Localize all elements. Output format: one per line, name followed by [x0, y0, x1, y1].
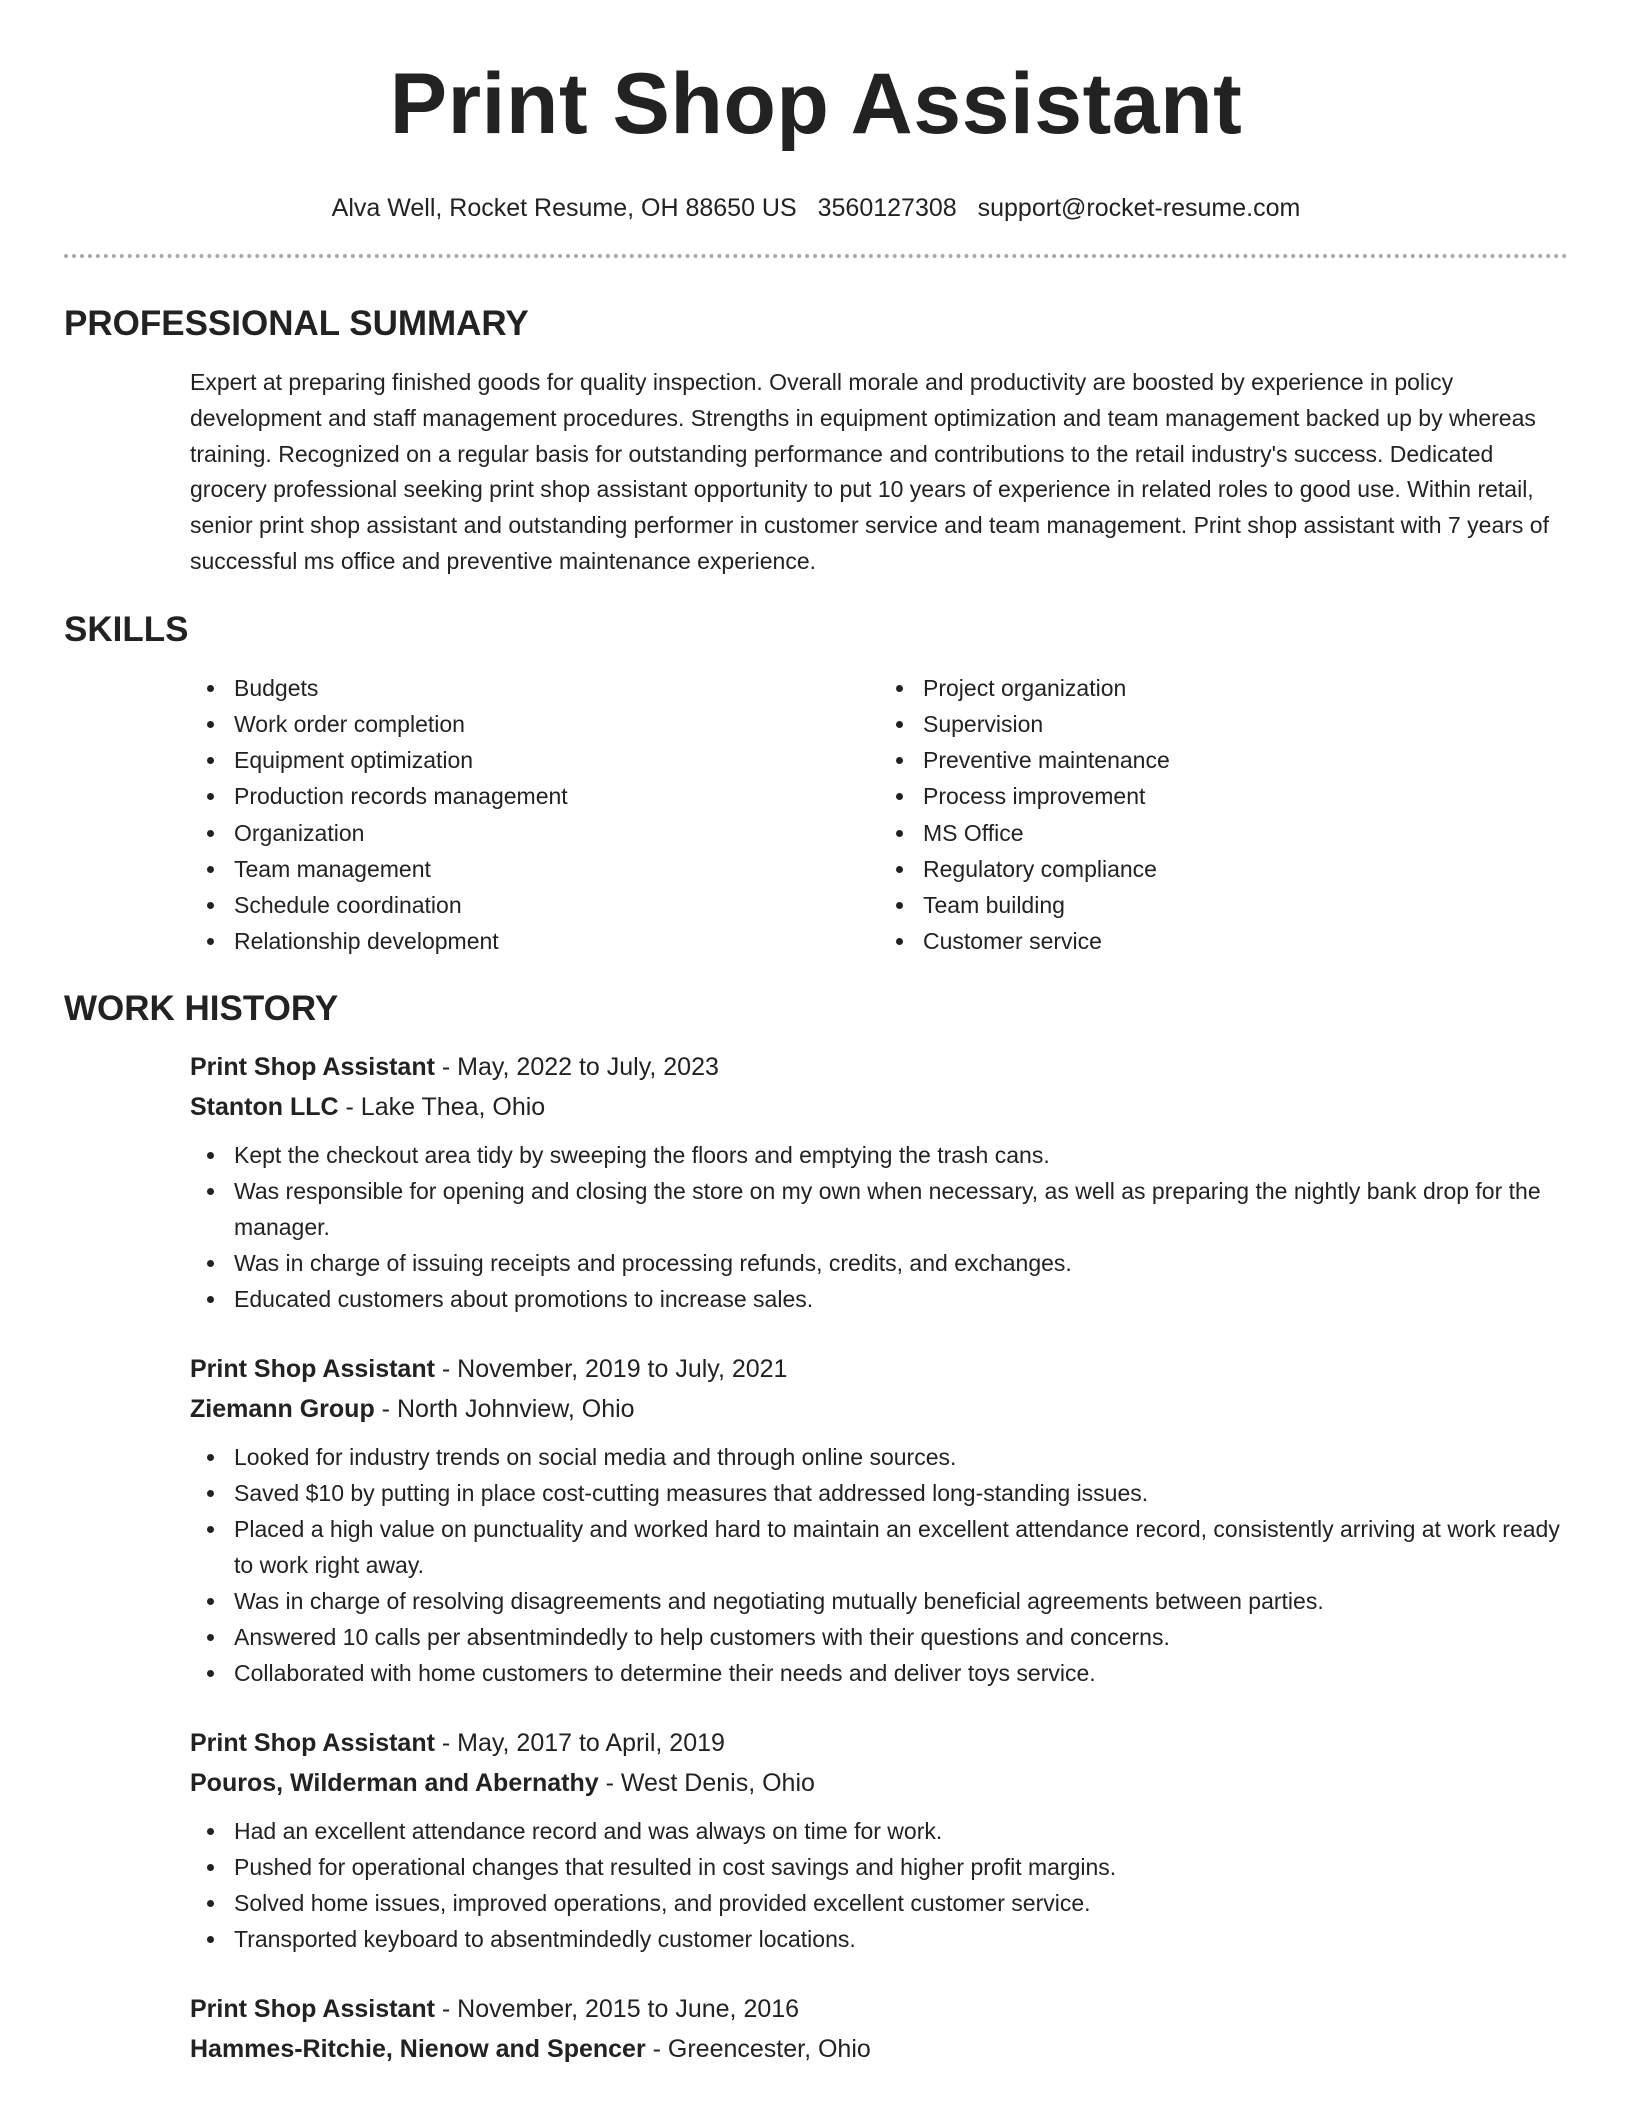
header-divider: [64, 254, 1568, 258]
job-role: Print Shop Assistant: [190, 1995, 435, 2024]
job-title-line: [190, 1723, 1568, 1763]
skills-list: [190, 670, 1568, 960]
skills-column-right: [879, 670, 1568, 960]
job-bullet: Looked for industry trends on social media and through online sources.: [234, 1439, 1568, 1475]
job-bullet: Was in charge of issuing receipts and processing refunds, credits, and exchanges.: [234, 1245, 1568, 1281]
job-location: - Lake Thea, Ohio: [338, 1093, 546, 1122]
contact-address: Alva Well, Rocket Resume, OH 88650 US: [331, 194, 797, 222]
skill-item: Work order completion: [234, 706, 879, 742]
job-bullet: Educated customers about promotions to increase sales.: [234, 1281, 1568, 1317]
job-bullet: Solved home issues, improved operations, and provided excellent customer service.: [234, 1885, 1568, 1921]
job-dates: - November, 2015 to June, 2016: [434, 1995, 800, 2024]
contact-phone: 3560127308: [817, 194, 957, 222]
job-bullet: Placed a high value on punctuality and worked hard to maintain an excellent attendance record, consistently arriving at work ready to work right away.: [234, 1511, 1568, 1583]
skill-item: Schedule coordination: [234, 887, 879, 923]
skill-item: Customer service: [923, 923, 1568, 959]
contact-email: support@rocket-resume.com: [977, 194, 1301, 222]
skills-column-left: [190, 670, 879, 960]
job-company-line: [190, 1763, 1568, 1803]
job-location: - West Denis, Ohio: [598, 1769, 815, 1798]
skill-item: Project organization: [923, 670, 1568, 706]
skill-item: Relationship development: [234, 923, 879, 959]
skill-item: Team building: [923, 887, 1568, 923]
job-title-line: [190, 1047, 1568, 1087]
job-title-line: [190, 1989, 1568, 2029]
resume-title: Print Shop Assistant: [389, 56, 1243, 152]
summary-heading: PROFESSIONAL SUMMARY: [64, 304, 529, 343]
job-role: Print Shop Assistant: [190, 1053, 435, 1082]
skill-item: Equipment optimization: [234, 742, 879, 778]
job-role: Print Shop Assistant: [190, 1355, 435, 1384]
job-location: - North Johnview, Ohio: [374, 1395, 635, 1424]
job-bullet: Pushed for operational changes that resulted in cost savings and higher profit margins.: [234, 1849, 1568, 1885]
summary-text: Expert at preparing finished goods for quality inspection. Overall morale and productivity are boosted by experience in policy development and staff management procedures. Strengths in equipment optimization and team management backed up by whereas training. Recognized on a regular basis for outstanding performance and contributions to the retail industry's success. Dedicated grocery professional seeking print shop assistant opportunity to put 10 years of experience in related roles to good use. Within retail, senior print shop assistant and outstanding performer in customer service and team management. Print shop assistant with 7 years of successful ms office and preventive maintenance experience.: [190, 369, 1549, 574]
job-company-line: [190, 1389, 1568, 1429]
job-bullets: [190, 1813, 1568, 1957]
job-company: Hammes-Ritchie, Nienow and Spencer: [190, 2035, 646, 2064]
job-bullets: [190, 1439, 1568, 1691]
contact-line: [64, 192, 1568, 224]
job-dates: - November, 2019 to July, 2021: [434, 1355, 788, 1384]
job-dates: - May, 2022 to July, 2023: [434, 1053, 719, 1082]
skill-item: Team management: [234, 851, 879, 887]
job-entry: [190, 1723, 1568, 1957]
job-entry: [190, 1989, 1568, 2069]
skill-item: Production records management: [234, 778, 879, 814]
job-entry: [190, 1047, 1568, 1317]
job-company: Stanton LLC: [190, 1093, 339, 1122]
work-history-heading: WORK HISTORY: [64, 989, 339, 1029]
job-bullet: Saved $10 by putting in place cost-cutting measures that addressed long-standing issues.: [234, 1475, 1568, 1511]
skill-item: Organization: [234, 815, 879, 851]
skills-heading: SKILLS: [64, 609, 189, 649]
job-company-line: [190, 2029, 1568, 2069]
skill-item: Preventive maintenance: [923, 742, 1568, 778]
job-role: Print Shop Assistant: [190, 1729, 435, 1758]
job-bullet: Kept the checkout area tidy by sweeping the floors and emptying the trash cans.: [234, 1137, 1568, 1173]
job-company-line: [190, 1087, 1568, 1127]
job-bullet: Collaborated with home customers to determine their needs and deliver toys service.: [234, 1655, 1568, 1691]
skill-item: Regulatory compliance: [923, 851, 1568, 887]
job-bullets: [190, 1137, 1568, 1317]
job-bullet: Had an excellent attendance record and was always on time for work.: [234, 1813, 1568, 1849]
skill-item: Budgets: [234, 670, 879, 706]
job-company: Ziemann Group: [190, 1395, 375, 1424]
job-bullet: Was in charge of resolving disagreements and negotiating mutually beneficial agreements between parties.: [234, 1583, 1568, 1619]
skill-item: MS Office: [923, 815, 1568, 851]
job-title-line: [190, 1349, 1568, 1389]
job-bullet: Was responsible for opening and closing the store on my own when necessary, as well as preparing the nightly bank drop for the manager.: [234, 1173, 1568, 1245]
job-dates: - May, 2017 to April, 2019: [434, 1729, 725, 1758]
skill-item: Process improvement: [923, 778, 1568, 814]
skill-item: Supervision: [923, 706, 1568, 742]
job-bullet: Transported keyboard to absentmindedly customer locations.: [234, 1921, 1568, 1957]
job-entry: [190, 1349, 1568, 1691]
job-location: - Greencester, Ohio: [645, 2035, 871, 2064]
job-bullet: Answered 10 calls per absentmindedly to help customers with their questions and concerns.: [234, 1619, 1568, 1655]
job-company: Pouros, Wilderman and Abernathy: [190, 1769, 599, 1798]
